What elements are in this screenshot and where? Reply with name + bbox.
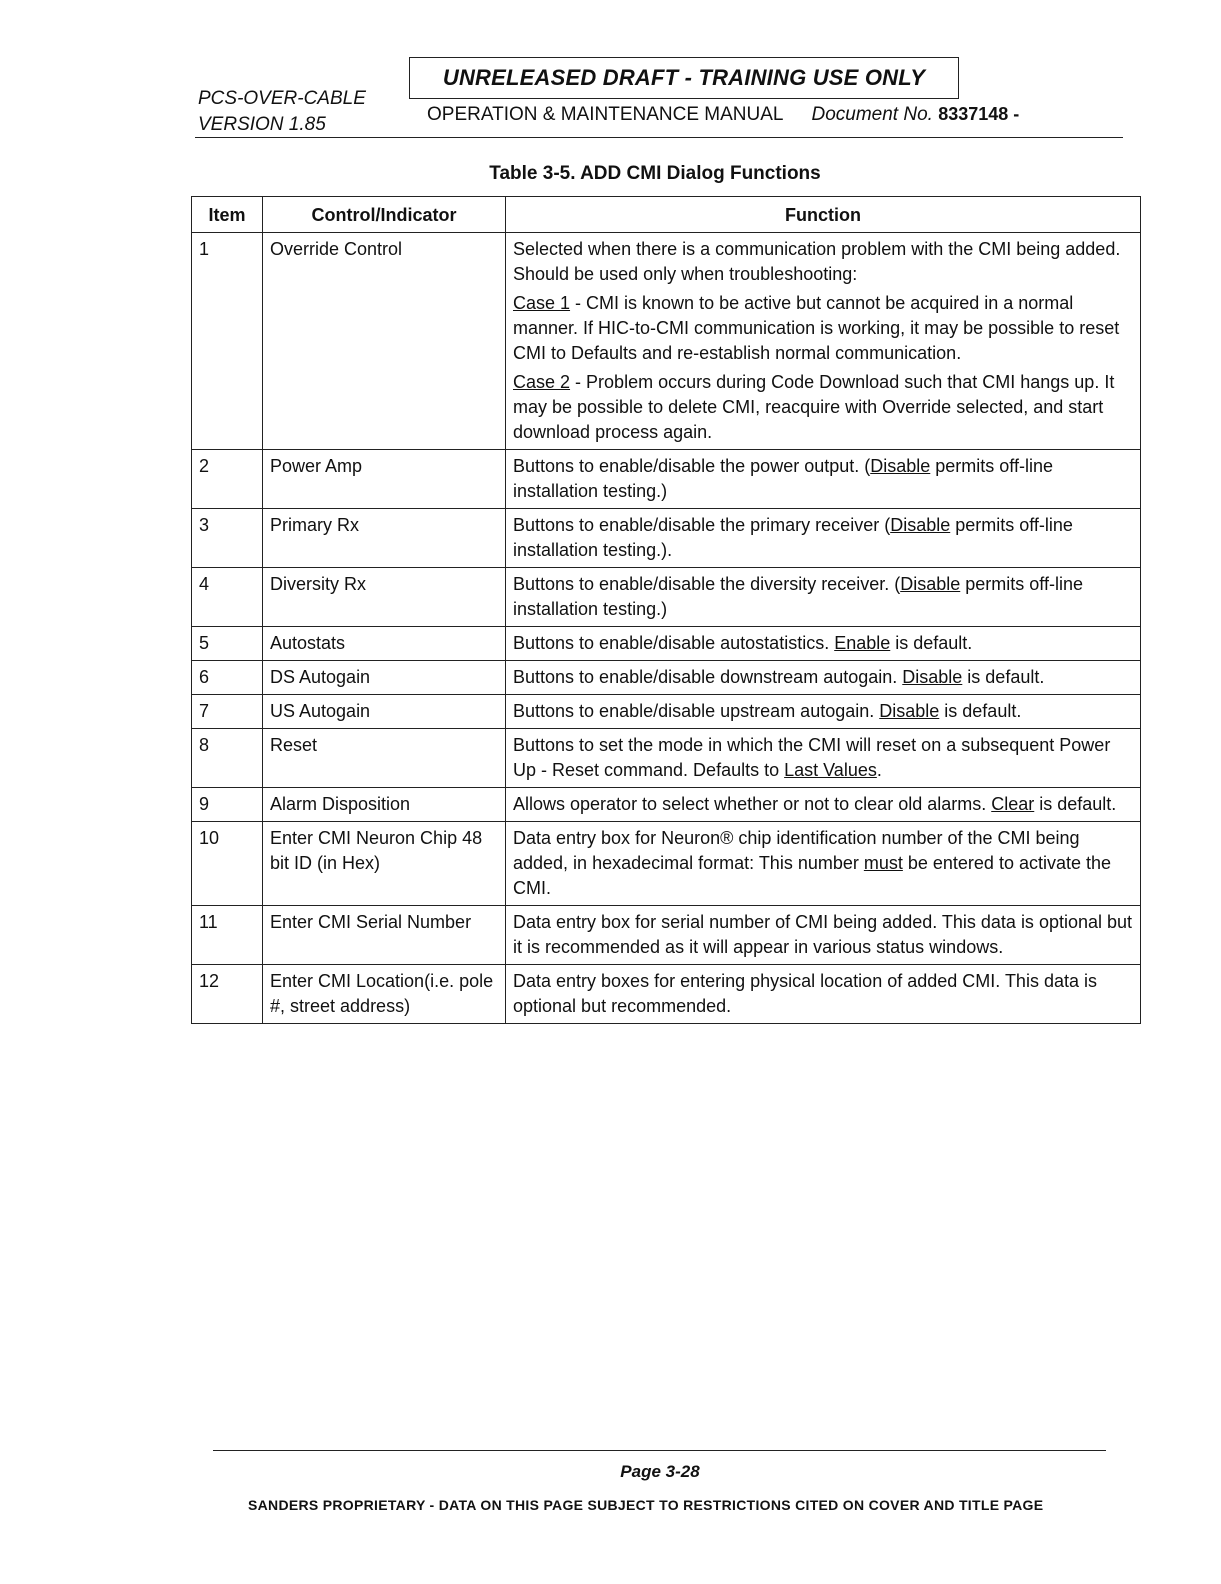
table-title: Table 3-5. ADD CMI Dialog Functions [489,163,821,184]
manual-title: OPERATION & MAINTENANCE MANUAL [427,104,784,125]
function-cell [506,233,1141,450]
table-row [192,627,1141,661]
function-text: permits off-line installation testing.). [513,515,1073,560]
underlined-term: Clear [991,794,1035,814]
function-text: Selected when there is a communication problem with the CMI being added. Should be used only when troubleshooting: [513,239,1121,284]
table-row [192,568,1141,627]
functions-table [191,196,1141,1024]
page-number: Page 3-28 [620,1462,700,1481]
function-text: Buttons to enable/disable the diversity receiver. ( [513,574,901,594]
function-text: Buttons to enable/disable downstream autogain. [513,667,903,687]
control-cell: Diversity Rx [263,568,506,627]
item-cell: 3 [192,509,263,568]
item-cell: 12 [192,965,263,1024]
version-label: VERSION 1.85 [198,114,326,135]
case-label: Case 1 [513,293,571,313]
item-cell: 9 [192,788,263,822]
function-cell [506,627,1141,661]
table-row [192,695,1141,729]
underlined-term: Enable [834,633,891,653]
case-text: - CMI is known to be active but cannot be acquired in a normal manner. If HIC-to-CMI communication is working, it may be possible to reset CMI to Defaults and re-establish normal communication. [513,293,1120,363]
table-row [192,822,1141,906]
doc-number-value: 8337148 - [938,104,1020,124]
header-rule [195,137,1123,138]
table-row [192,965,1141,1024]
control-cell: Power Amp [263,450,506,509]
item-cell: 11 [192,906,263,965]
item-cell: 5 [192,627,263,661]
control-cell: US Autogain [263,695,506,729]
item-cell: 7 [192,695,263,729]
function-cell [506,788,1141,822]
doc-label: Document No. [811,104,933,125]
control-cell: Primary Rx [263,509,506,568]
item-cell: 4 [192,568,263,627]
item-cell: 8 [192,729,263,788]
table-header-row [192,197,1141,233]
table-row [192,788,1141,822]
item-cell: 1 [192,233,263,450]
function-text: Data entry box for Neuron® chip identification number of the CMI being added, in hexadecimal format: This number [513,828,1080,873]
table-row [192,661,1141,695]
control-cell: Enter CMI Neuron Chip 48 bit ID (in Hex) [263,822,506,906]
item-cell: 10 [192,822,263,906]
product-name: PCS-OVER-CABLE [198,88,366,109]
function-text: Buttons to enable/disable the power output. ( [513,456,871,476]
function-text: is default. [1034,794,1117,814]
document-number [811,104,1019,125]
case-label: Case 2 [513,372,571,392]
header-left [198,86,366,138]
function-text: Buttons to enable/disable upstream autogain. [513,701,880,721]
col-header-function: Function [506,197,1141,233]
function-cell [506,509,1141,568]
underlined-term: Disable [879,701,940,721]
function-cell [506,568,1141,627]
function-case-2 [513,370,1133,445]
function-cell [506,729,1141,788]
function-cell: Data entry box for serial number of CMI being added. This data is optional but it is recommended as it will appear in various status windows. [506,906,1141,965]
control-cell: Alarm Disposition [263,788,506,822]
table-row [192,906,1141,965]
underlined-term: Disable [870,456,931,476]
function-cell [506,822,1141,906]
function-cell [506,450,1141,509]
function-text: be entered to activate the CMI. [513,853,1112,898]
table-row [192,233,1141,450]
control-cell: Enter CMI Serial Number [263,906,506,965]
item-cell: 2 [192,450,263,509]
underlined-term: Disable [890,515,951,535]
function-text: permits off-line installation testing.) [513,456,1053,501]
function-cell [506,695,1141,729]
underlined-term: Disable [900,574,961,594]
function-text: Buttons to set the mode in which the CMI will reset on a subsequent Power Up - Reset command. Defaults to [513,735,1111,780]
control-cell: Reset [263,729,506,788]
draft-banner: UNRELEASED DRAFT - TRAINING USE ONLY [409,57,959,99]
control-cell: Override Control [263,233,506,450]
col-header-control: Control/Indicator [263,197,506,233]
function-cell: Data entry boxes for entering physical location of added CMI. This data is optional but recommended. [506,965,1141,1024]
function-text: Allows operator to select whether or not to clear old alarms. [513,794,992,814]
function-text: is default. [962,667,1045,687]
function-text: Buttons to enable/disable the primary receiver ( [513,515,891,535]
underlined-term: must [863,853,903,873]
case-text: - Problem occurs during Code Download such that CMI hangs up. It may be possible to delete CMI, reacquire with Override selected, and start download process again. [513,372,1115,442]
underlined-term: Last Values [784,760,877,780]
control-cell: Autostats [263,627,506,661]
function-text: is default. [890,633,973,653]
proprietary-notice: SANDERS PROPRIETARY - DATA ON THIS PAGE SUBJECT TO RESTRICTIONS CITED ON COVER AND TITLE PAGE [248,1497,1044,1513]
function-text: permits off-line installation testing.) [513,574,1083,619]
function-text: . [876,760,882,780]
control-cell: DS Autogain [263,661,506,695]
function-cell [506,661,1141,695]
col-header-item: Item [192,197,263,233]
header-subline [427,104,1019,126]
function-case-1 [513,291,1133,366]
table-row [192,450,1141,509]
control-cell: Enter CMI Location(i.e. pole #, street address) [263,965,506,1024]
function-text: Buttons to enable/disable autostatistics. [513,633,835,653]
table-row [192,729,1141,788]
function-text: is default. [939,701,1022,721]
footer-rule [213,1450,1106,1451]
underlined-term: Disable [902,667,963,687]
table-row [192,509,1141,568]
item-cell: 6 [192,661,263,695]
